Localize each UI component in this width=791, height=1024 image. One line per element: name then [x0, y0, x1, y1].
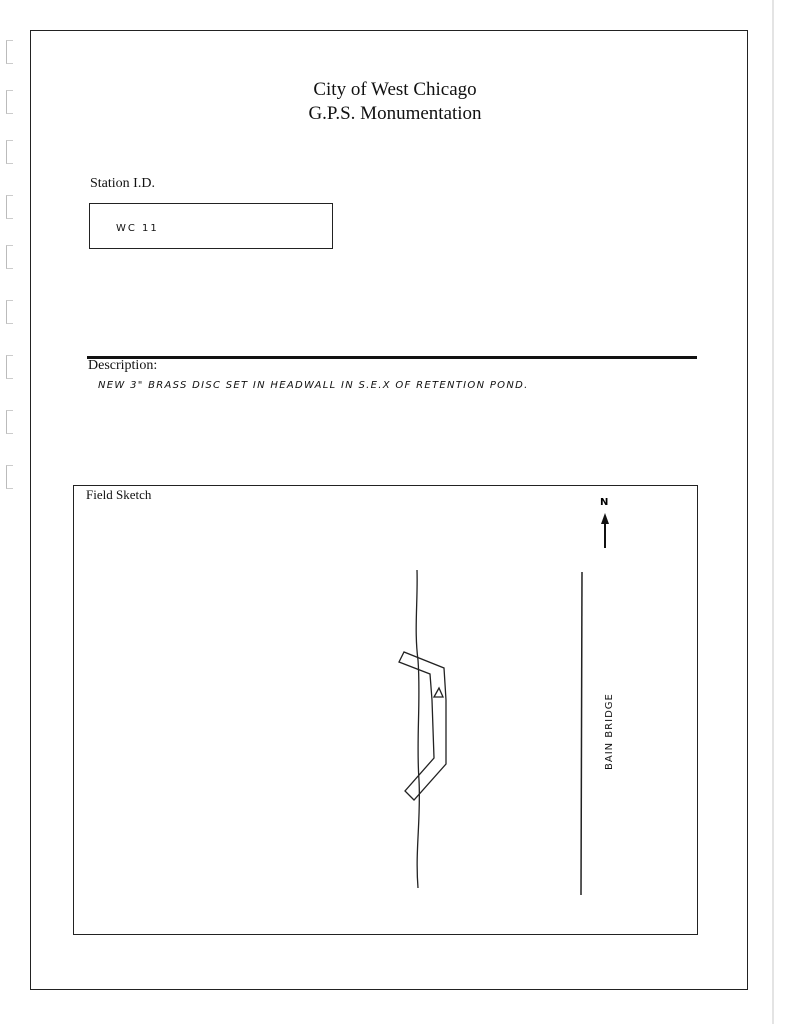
description-label: Description:	[88, 358, 158, 373]
field-sketch-label: Field Sketch	[86, 487, 152, 502]
north-arrow-icon	[601, 513, 609, 548]
station-marker-icon	[434, 688, 443, 697]
title-line-1: City of West Chicago	[313, 79, 477, 100]
title-line-2: G.P.S. Monumentation	[308, 103, 482, 124]
road-line	[581, 572, 582, 895]
description-text: NEW 3" BRASS DISC SET IN HEADWALL IN S.E.X OF RETENTION POND.	[98, 380, 529, 391]
station-id-label: Station I.D.	[90, 176, 155, 191]
road-label: BAIN BRIDGE	[604, 693, 615, 770]
north-label: N	[600, 497, 609, 508]
channel-line	[416, 570, 419, 888]
station-id-value: WC 11	[116, 223, 159, 234]
headwall-outline	[399, 652, 446, 800]
